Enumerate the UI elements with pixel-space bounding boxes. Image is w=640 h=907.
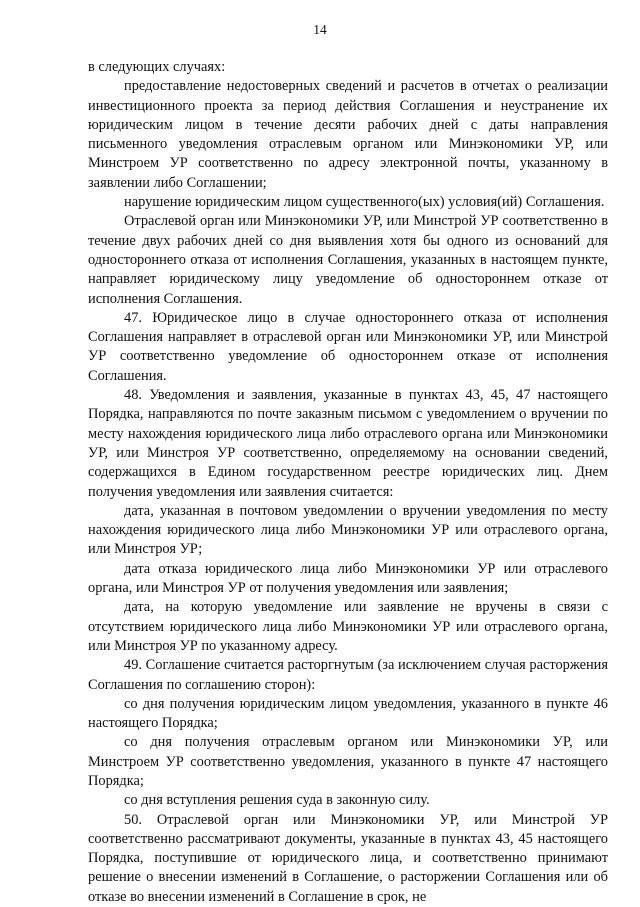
paragraph: Отраслевой орган или Минэкономики УР, или Минстрой УР соответственно в течение двух рабочих дней со дня выявления хотя бы одного из оснований для одностороннего отказа от исполнения Соглашения, указанных в настоящем пункте, направляет юридическому лицу уведомление об одностороннем отказе от исполнения Соглашения. bbox=[88, 213, 608, 307]
paragraph: предоставление недостоверных сведений и расчетов в отчетах о реализации инвестиционного проекта за период действия Соглашения и неустранение их юридическим лицом в течение десяти рабочих дней с даты направления письменного уведомления отраслевым органом или Минэкономики УР, или Минстроем УР соответственно по адресу электронной почты, указанному в заявлении либо Соглашении; bbox=[88, 78, 608, 191]
paragraph: со дня получения отраслевым органом или Минэкономики УР, или Минстроем УР соответственно уведомления, указанного в пункте 47 настоящего Порядка; bbox=[88, 734, 608, 789]
paragraph: дата отказа юридического лица либо Минэкономики УР или отраслевого органа, или Минстроя УР от получения уведомления или заявления; bbox=[88, 560, 608, 597]
paragraph: дата, на которую уведомление или заявление не вручены в связи с отсутствием юридического лица либо Минэкономики УР или отраслевого органа, или Минстроя УР по указанному адресу. bbox=[88, 599, 608, 654]
paragraph: 49. Соглашение считается расторгнутым (за исключением случая расторжения Соглашения по соглашению сторон): bbox=[88, 657, 608, 693]
paragraph: 47. Юридическое лицо в случае одностороннего отказа от исполнения Соглашения направляет в отраслевой орган или Минэкономики УР, или Минстрой УР соответственно уведомление об одностороннем отказе от исполнения Соглашения. bbox=[88, 309, 608, 384]
paragraph: со дня получения юридическим лицом уведомления, указанного в пункте 46 настоящего Порядка; bbox=[88, 695, 608, 732]
paragraph: в следующих случаях: bbox=[88, 59, 226, 75]
paragraph: 50. Отраслевой орган или Минэкономики УР, или Минстрой УР соответственно рассматривают документы, указанные в пунктах 43, 45 настоящего Порядка, поступившие от юридического лица, и соответственно принимают решение о внесении изменений в Соглашение, о расторжении Соглашения или об отказе во внесении изменений в Соглашение в срок, не bbox=[88, 811, 608, 905]
page-number: 14 bbox=[313, 22, 327, 37]
body-text bbox=[88, 58, 608, 907]
paragraph: со дня вступления решения суда в законную силу. bbox=[124, 792, 430, 809]
paragraph: 48. Уведомления и заявления, указанные в пунктах 43, 45, 47 настоящего Порядка, направляются по почте заказным письмом с уведомлением о вручении по месту нахождения юридического лица либо отраслевого органа или Минэкономики УР, или Минстроя УР соответственно, определяемому на основании сведений, содержащихся в Едином государственном реестре юридических лиц. Днем получения уведомления или заявления считается: bbox=[88, 387, 608, 500]
paragraph: нарушение юридическим лицом существенного(ых) условия(ий) Соглашения. bbox=[124, 194, 605, 211]
paragraph: дата, указанная в почтовом уведомлении о вручении уведомления по месту нахождения юридического лица либо Минэкономики УР или отраслевого органа, или Минстроя УР; bbox=[88, 502, 608, 558]
